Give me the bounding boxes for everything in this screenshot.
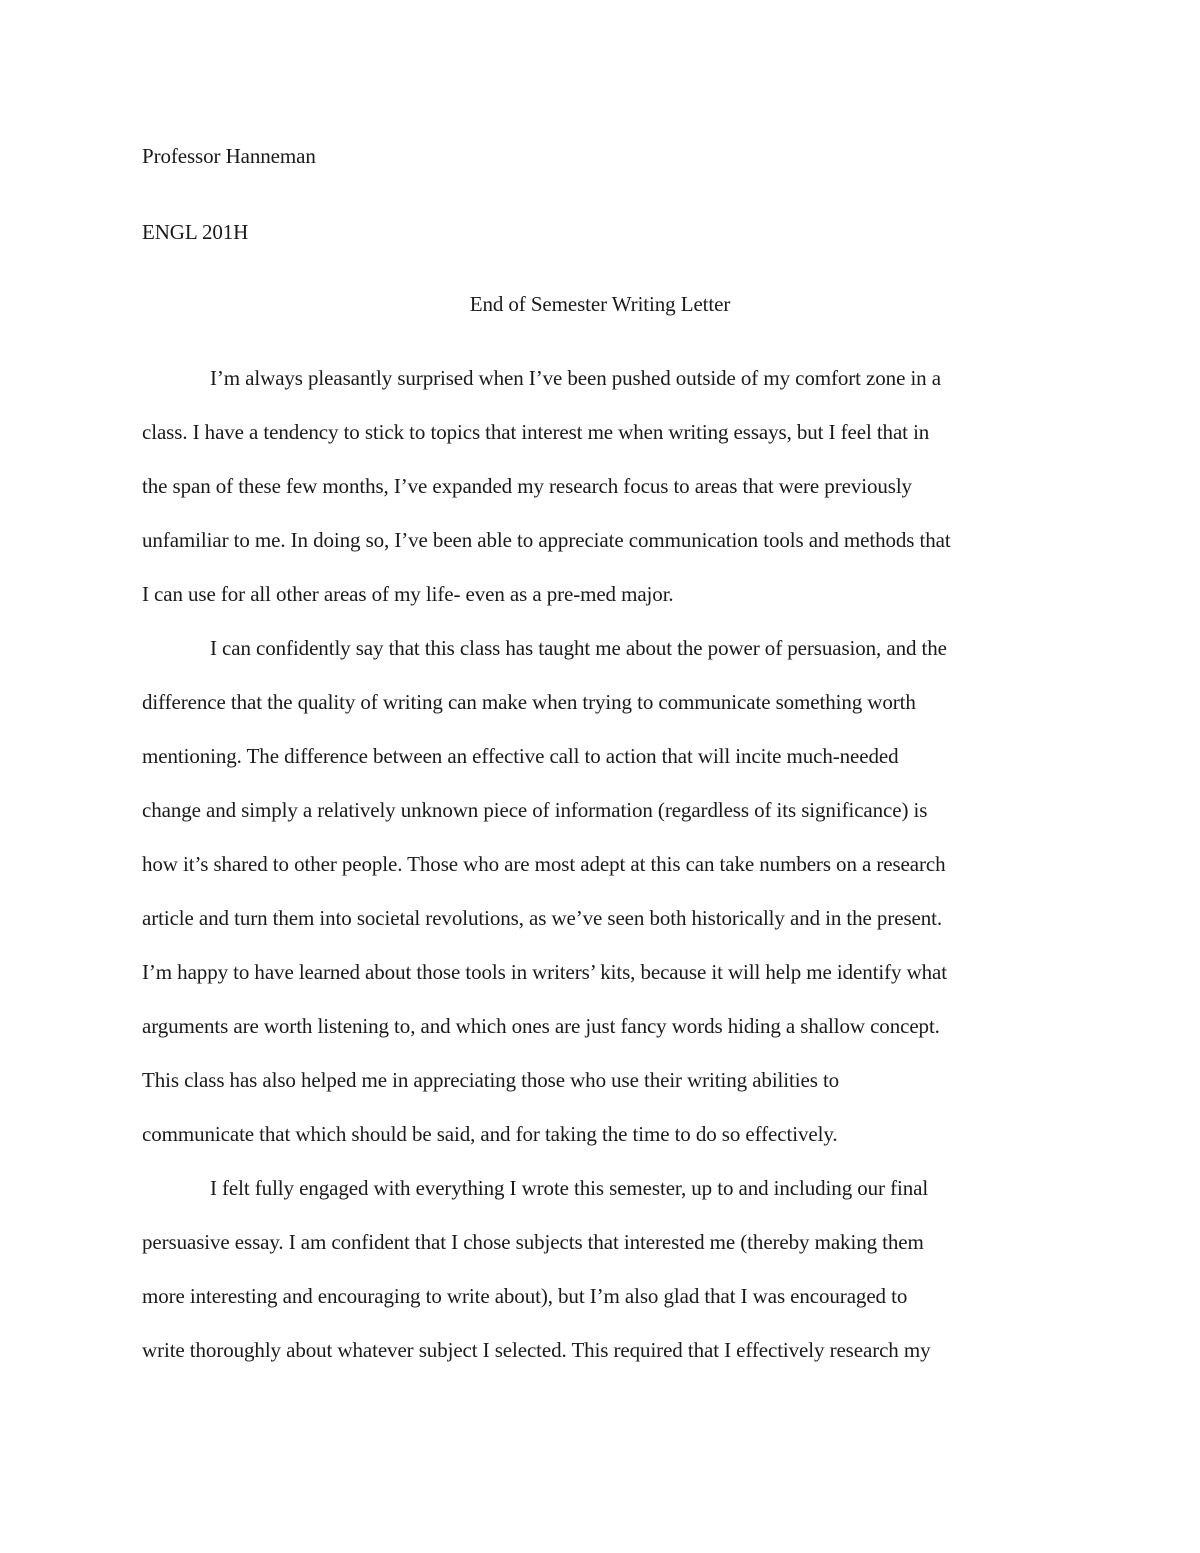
paragraph-1-line-1: I’m always pleasantly surprised when I’ve been pushed outside of my comfort zone in a — [210, 366, 941, 390]
paragraph-3-line-1: I felt fully engaged with everything I wrote this semester, up to and including our final — [210, 1176, 929, 1200]
professor-name: Professor Hanneman — [142, 144, 316, 168]
paragraph-2-line-8: arguments are worth listening to, and which ones are just fancy words hiding a shallow concept. — [142, 1014, 940, 1038]
paragraph-2-line-6: article and turn them into societal revolutions, as we’ve seen both historically and in the present. — [142, 906, 943, 930]
course-code: ENGL 201H — [142, 220, 249, 244]
paragraph-3-line-3: more interesting and encouraging to write about), but I’m also glad that I was encouraged to — [142, 1284, 908, 1308]
paragraph-2-line-1: I can confidently say that this class has taught me about the power of persuasion, and the — [210, 636, 947, 660]
paragraph-2-line-7: I’m happy to have learned about those tools in writers’ kits, because it will help me identify what — [142, 960, 947, 984]
paragraph-2-line-2: difference that the quality of writing can make when trying to communicate something worth — [142, 690, 916, 714]
paragraph-3-line-4: write thoroughly about whatever subject I selected. This required that I effectively research my — [142, 1338, 931, 1362]
paragraph-2-line-10: communicate that which should be said, and for taking the time to do so effectively. — [142, 1122, 838, 1146]
paragraph-2-line-4: change and simply a relatively unknown piece of information (regardless of its significance) is — [142, 798, 928, 822]
document-title: End of Semester Writing Letter — [469, 292, 731, 316]
paragraph-2-line-3: mentioning. The difference between an effective call to action that will incite much-needed — [142, 744, 899, 768]
paragraph-1-line-3: the span of these few months, I’ve expanded my research focus to areas that were previously — [142, 474, 912, 498]
paragraph-1-line-2: class. I have a tendency to stick to topics that interest me when writing essays, but I feel that in — [142, 420, 930, 444]
paragraph-2-line-5: how it’s shared to other people. Those who are most adept at this can take numbers on a research — [142, 852, 946, 876]
paragraph-1-line-4: unfamiliar to me. In doing so, I’ve been able to appreciate communication tools and methods that — [142, 528, 951, 552]
paragraph-2-line-9: This class has also helped me in appreciating those who use their writing abilities to — [142, 1068, 840, 1092]
paragraph-1-line-5: I can use for all other areas of my life- even as a pre-med major. — [142, 582, 674, 606]
paragraph-3-line-2: persuasive essay. I am confident that I chose subjects that interested me (thereby making them — [142, 1230, 924, 1254]
